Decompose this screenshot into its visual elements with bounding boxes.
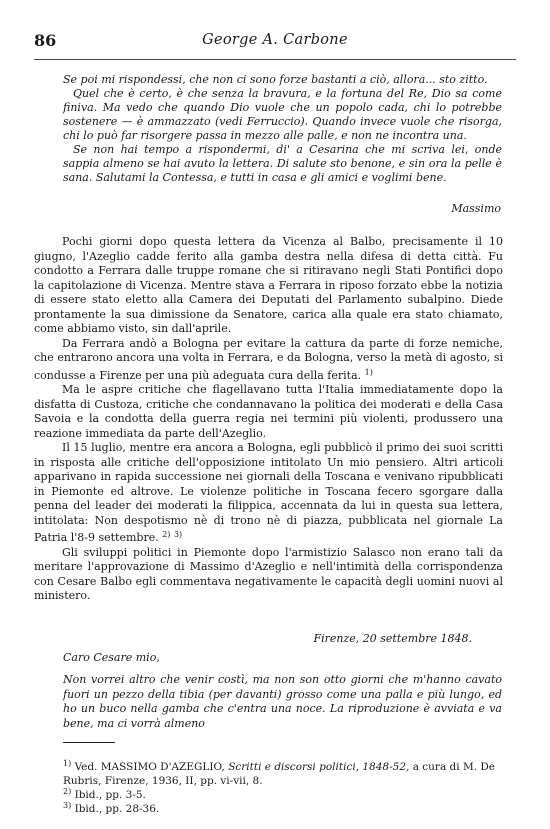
letter2-salutation: Caro Cesare mio, <box>63 651 160 664</box>
footnote-ref-2: 2) <box>162 530 171 539</box>
footnote-1 <box>63 757 503 788</box>
letter1-signature: Massimo <box>451 202 501 215</box>
footnote-text: a cura di M. De Rubris, Firenze, 1936, II, pp. vi-vii, 8. <box>63 761 496 787</box>
footnote-text: Ibid., pp. 3-5. <box>74 789 146 801</box>
letter1-paragraph: Se poi mi rispondessi, che non ci sono forze bastanti a ciò, allora... sto zitto. <box>63 73 488 86</box>
body-paragraph <box>34 441 503 546</box>
footnote-mark: 3) <box>63 801 72 810</box>
letter1-paragraph: Quel che è certo, è che senza la bravura, e la fortuna del Re, Dio sa come finiva. Ma vedo che quando Dio vuole che un popolo cada, chi lo potrebbe sostenere — è ammazzato (vedi Ferruccio). Quando invece vuole che risorga, chi lo può far risorgere passa in mezzo alle palle, e non ne incontra una. <box>63 87 502 142</box>
running-head: George A. Carbone <box>202 32 348 48</box>
letter-excerpt-1 <box>63 73 502 185</box>
page-number: 86 <box>34 31 57 50</box>
body-paragraph <box>34 337 503 384</box>
body-paragraph: Ma le aspre critiche che flagellavano tutta l'Italia immediatamente dopo la disfatta di Custoza, critiche che condannavano la politica dei moderati e della Casa Savoia e la condotta della guerra regia nei termini più violenti, produssero una reazione immediata da parte dell'Azeglio. <box>34 383 503 440</box>
footnote-text: Ibid., pp. 28-36. <box>74 803 160 815</box>
footnote-mark: 1) <box>63 759 72 768</box>
body-paragraph: Pochi giorni dopo questa lettera da Vicenza al Balbo, precisamente il 10 giugno, l'Azeglio cadde ferito alla gamba destra nella difesa di detta città. Fu condotto a Ferrara dalle truppe romane che si ritiravano negli Stati Pontifici dopo la capitolazione di Vicenza. Mentre stava a Ferrara in riposo forzato ebbe la notizia di essere stato eletto alla Camera dei Deputati del Parlamento subalpino. Diede prontamente la sua dimissione da Senatore, carica alla quale era stato chiamato, come abbiamo visto, sin dall'aprile. <box>34 235 503 335</box>
letter2-text: Non vorrei altro che venir costì, ma non son otto giorni che m'hanno cavato fuori un pezzo della tibia (per davanti) grosso come una palla e più lungo, ed ho un buco nella gamba che c'entra una noce. La riproduzione è avviata e va bene, ma ci vorrà almeno <box>63 673 502 730</box>
header-rule <box>34 59 516 60</box>
footnote-text: Ved. MASSIMO D'AZEGLIO, <box>74 761 225 773</box>
footnote-ref-1: 1) <box>364 367 373 377</box>
body-paragraph-text: Da Ferrara andò a Bologna per evitare la cattura da parte di forze nemiche, che entrarono ancora una volta in Ferrara, e da Bologna, verso la metà di agosto, si condusse a Firenze per una più adeguata cura della ferita. <box>34 336 503 382</box>
letter2-dateline: Firenze, 20 settembre 1848. <box>313 632 472 645</box>
body-paragraph-text: Il 15 luglio, mentre era ancora a Bologna, egli pubblicò il primo dei suoi scritti in risposta alle critiche dell'opposizione intitolato Un mio pensiero. Altri articoli apparivano in rapida successione nei giornali della Toscana e venivano ripubblicati in Piemonte ed altrove. Le violenze politiche in Toscana fecero sgorgare dalla penna del leader dei moderati la filippica, accennata da lui in questa sua lettera, intitolata: Non despotismo nè di trono nè di piazza, pubblicata nel giornale La Patria l'8-9 settembre. <box>34 441 503 544</box>
footnote-3 <box>63 799 503 816</box>
letter1-paragraph: Se non hai tempo a rispondermi, di' a Cesarina che mi scriva lei, onde sappia almeno se hai avuto la lettera. Di salute sto benone, e sin ora la pelle è sana. Salutami la Contessa, e tutti in casa e gli amici e voglimi bene. <box>63 143 502 184</box>
body-paragraph: Gli sviluppi politici in Piemonte dopo l'armistizio Salasco non erano tali da meritare l'approvazione di Massimo d'Azeglio e nell'intimità della corrispondenza con Cesare Balbo egli commentava negativamente le capacità degli uomini nuovi al ministero. <box>34 545 503 602</box>
body-text <box>34 235 503 604</box>
footnote-rule <box>63 742 115 743</box>
page-header <box>34 31 516 51</box>
footnote-ref-3: 3) <box>173 530 183 539</box>
letter-excerpt-2 <box>63 673 502 731</box>
footnote-mark: 2) <box>63 787 72 796</box>
footnote-title: Scritti e discorsi politici, 1848-52, <box>228 761 410 773</box>
